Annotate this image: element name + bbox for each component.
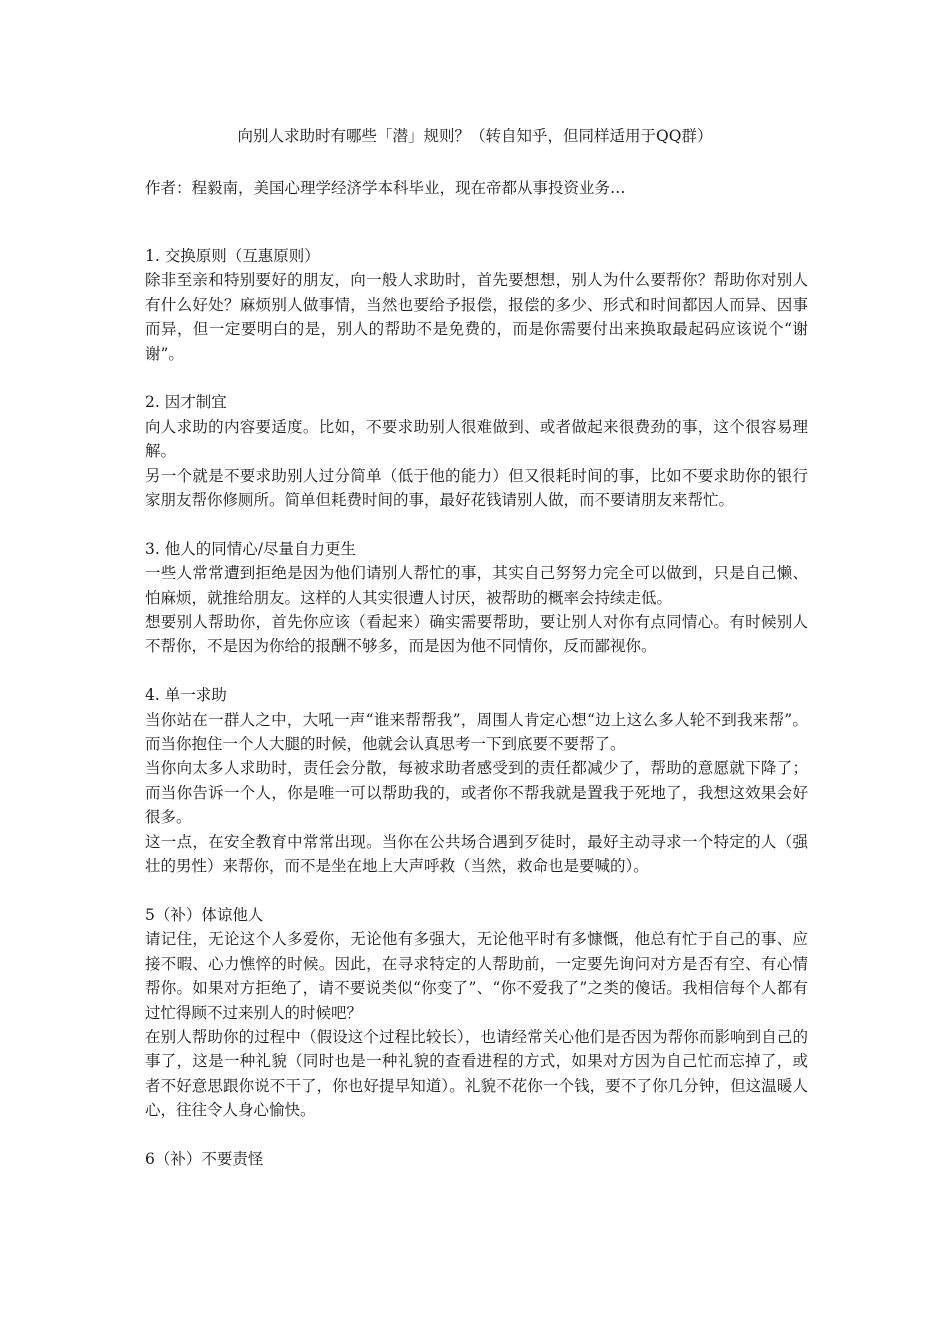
section-heading: 4. 单一求助 (145, 686, 227, 705)
section-heading: 1. 交换原则（互惠原则） (145, 247, 320, 265)
section-paragraph: 想要别人帮助你，首先你应该（看起来）确实需要帮助，要让别人对你有点同情心。有时候别人不帮你，不是因为你给的报酬不够多，而是因为他不同情你，反而鄙视你。 (145, 613, 808, 656)
section-paragraph: 一些人常常遭到拒绝是因为他们请别人帮忙的事，其实自己努努力完全可以做到，只是自己懒、怕麻烦，就推给朋友。这样的人其实很遭人讨厌，被帮助的概率会持续走低。 (145, 564, 808, 607)
section-paragraph: 在别人帮助你的过程中（假设这个过程比较长），也请经常关心他们是否因为帮你而影响到自己的事了，这是一种礼貌（同时也是一种礼貌的查看进程的方式，如果对方因为自己忙而忘掉了，或者不好意思跟你说不干了，你也好提早知道）。礼貌不花你一个钱，要不了你几分钟，但这温暖人心，往往令人身心愉快。 (145, 1027, 808, 1120)
section-5 (145, 903, 808, 1123)
section-6 (145, 1147, 808, 1171)
document-body (145, 244, 808, 1196)
section-heading: 2. 因才制宜 (145, 393, 227, 412)
section-1 (145, 244, 808, 366)
section-paragraph: 向人求助的内容要适度。比如，不要求助别人很难做到、或者做起来很费劲的事，这个很容易理解。 (145, 417, 808, 461)
section-paragraph: 当你站在一群人之中，大吼一声“谁来帮帮我”，周围人肯定心想“边上这么多人轮不到我来帮”。而当你抱住一个人大腿的时候，他就会认真思考一下到底要不要帮了。 (145, 710, 808, 754)
section-heading: 3. 他人的同情心/尽量自力更生 (145, 539, 356, 558)
section-paragraph: 请记住，无论这个人多爱你，无论他有多强大，无论他平时有多慷慨，他总有忙于自己的事、应接不暇、心力憔悴的时候。因此，在寻求特定的人帮助前，一定要先询问对方是否有空、有心情帮你。如果对方拒绝了，请不要说类似“你变了”、“你不爱我了”之类的傻话。我相信每个人都有过忙得顾不过来别人的时候吧？ (145, 930, 808, 1022)
author-line: 作者：程毅南，美国心理学经济学本科毕业，现在帝都从事投资业务… (145, 179, 626, 197)
section-heading: 6（补）不要责怪 (145, 1149, 264, 1168)
document-title: 向别人求助时有哪些「潜」规则？（转自知乎，但同样适用于QQ群） (237, 127, 713, 145)
section-4 (145, 683, 808, 878)
section-paragraph: 另一个就是不要求助别人过分简单（低于他的能力）但又很耗时间的事，比如不要求助你的银行家朋友帮你修厕所。简单但耗费时间的事，最好花钱请别人做，而不要请朋友来帮忙。 (145, 466, 808, 510)
section-paragraph: 这一点，在安全教育中常常出现。当你在公共场合遇到歹徒时，最好主动寻求一个特定的人（强壮的男性）来帮你，而不是坐在地上大声呼救（当然，救命也是要喊的）。 (145, 832, 808, 876)
section-2 (145, 390, 808, 512)
section-heading: 5（补）体谅他人 (145, 905, 264, 924)
section-paragraph: 当你向太多人求助时，责任会分散，每被求助者感受到的责任都减少了，帮助的意愿就下降了；而当你告诉一个人，你是唯一可以帮助我的，或者你不帮我就是置我于死地了，我想这效果会好很多。 (145, 759, 808, 827)
section-paragraph: 除非至亲和特别要好的朋友，向一般人求助时，首先要想想，别人为什么要帮你？帮助你对别人有什么好处？麻烦别人做事情，当然也要给予报偿，报偿的多少、形式和时间都因人而异、因事而异，但一定要明白的是，别人的帮助不是免费的，而是你需要付出来换取最起码应该说个“谢谢”。 (145, 271, 808, 363)
section-3 (145, 537, 808, 659)
